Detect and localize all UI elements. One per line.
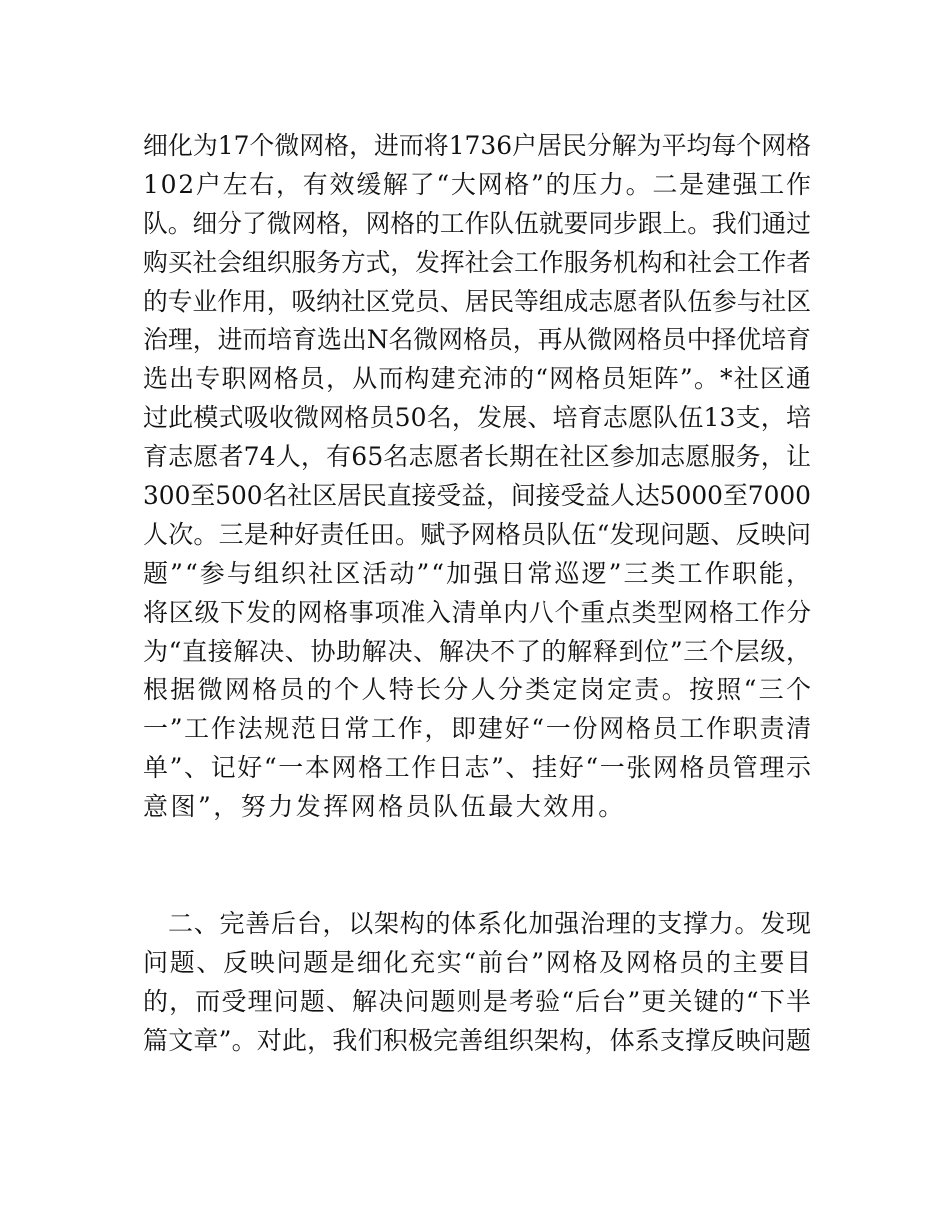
text-line	[143, 438, 811, 477]
text-line	[143, 166, 811, 205]
text-line	[143, 127, 811, 166]
line-text: 队。细分了微网格，网格的工作队伍就要同步跟上。我们通过	[143, 208, 811, 238]
text-line	[143, 321, 811, 360]
text-line	[143, 788, 811, 827]
line-text: 育志愿者74人，有65名志愿者长期在社区参加志愿服务，让	[143, 442, 812, 472]
line-text: 根据微网格员的个人特长分人分类定岗定责。按照“三个	[143, 675, 814, 705]
line-text: 的专业作用，吸纳社区党员、居民等组成志愿者队伍参与社区	[143, 286, 811, 316]
text-line	[143, 749, 811, 788]
line-text: 人次。三是种好责任田。赋予网格员队伍“发现问题、反映问	[143, 519, 812, 549]
line-text: 的，而受理问题、解决问题则是考验“后台”更关键的“下半	[143, 986, 813, 1016]
text-line	[143, 594, 811, 633]
paragraph-backend-structure	[143, 905, 811, 1061]
line-text: 单”、记好“一本网格工作日志”、挂好“一张网格员管理示	[143, 753, 813, 783]
line-text: 问题、反映问题是细化充实“前台”网格及网格员的主要目	[143, 947, 813, 977]
text-line	[143, 244, 811, 283]
line-text: 意图”，努力发挥网格员队伍最大效用。	[143, 792, 626, 822]
line-text: 一”工作法规范日常工作，即建好“一份网格员工作职责清	[143, 714, 813, 744]
line-text: 购买社会组织服务方式，发挥社会工作服务机构和社会工作者	[143, 247, 811, 277]
text-line	[143, 360, 811, 399]
line-text: 过此模式吸收微网格员50名，发展、培育志愿队伍13支，培	[143, 403, 812, 433]
line-text: 选出专职网格员，从而构建充沛的“网格员矩阵”。*社区通	[143, 364, 813, 394]
text-line	[143, 399, 811, 438]
line-text: 题”“参与组织社区活动”“加强日常巡逻”三类工作职能，	[143, 558, 814, 588]
text-line	[143, 905, 811, 944]
line-text: 篇文章”。对此，我们积极完善组织架构，体系支撑反映问题	[143, 1025, 812, 1055]
text-line	[143, 1022, 811, 1061]
text-line	[143, 555, 814, 594]
text-line	[143, 516, 811, 555]
text-line	[143, 477, 811, 516]
line-text: 将区级下发的网格事项准入清单内八个重点类型网格工作分	[143, 597, 812, 627]
text-line	[143, 983, 811, 1022]
line-text: 300至500名社区居民直接受益，间接受益人达5000至7000	[143, 481, 811, 511]
line-text: 治理，进而培育选出N名微网格员，再从微网格员中择优培育	[143, 325, 811, 355]
line-text: 102户左右，有效缓解了“大网格”的压力。二是建强工作	[143, 169, 813, 199]
text-line	[143, 710, 811, 749]
text-line	[143, 633, 811, 672]
text-line	[143, 283, 811, 322]
text-line	[143, 205, 811, 244]
paragraph-grid-teams	[143, 127, 814, 827]
text-line	[143, 944, 811, 983]
line-text: 二、完善后台，以架构的体系化加强治理的支撑力。发现	[168, 909, 812, 938]
line-text: 为“直接解决、协助解决、解决不了的解释到位”三个层级，	[143, 636, 812, 666]
text-line	[143, 671, 814, 710]
line-text: 细化为17个微网格，进而将1736户居民分解为平均每个网格	[143, 131, 812, 160]
